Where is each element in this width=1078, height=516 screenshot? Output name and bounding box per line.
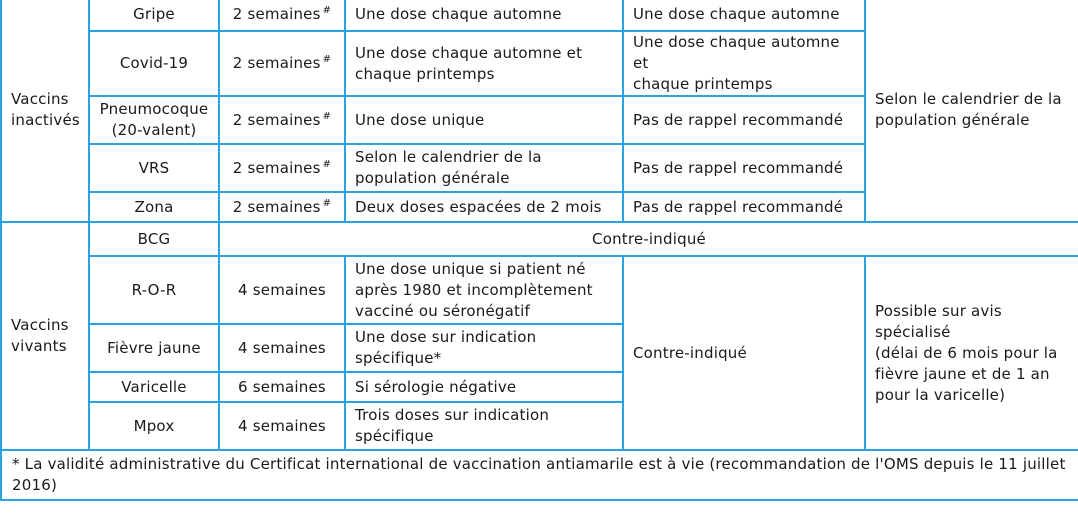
delay-mark: # (322, 4, 332, 16)
delay-cell (219, 144, 345, 192)
group-label-inactive: Vaccins inactivés (1, 0, 89, 222)
delay-mark: # (322, 110, 332, 122)
vaccine-name: Varicelle (89, 372, 219, 402)
vaccine-name: VRS (89, 144, 219, 192)
primo-cell: Une dose chaque automne et chaque printemps (345, 31, 623, 96)
primo-cell: Trois doses sur indication spécifique (345, 402, 623, 450)
bcg-contraindicated: Contre-indiqué (219, 222, 1078, 256)
live-last-column: Possible sur avis spécialisé (délai de 6 mois pour la fièvre jaune et de 1 an pour la varicelle) (865, 256, 1078, 450)
group-label-live: Vaccins vivants (1, 222, 89, 450)
rappel-cell: Une dose chaque automne (623, 0, 865, 31)
primo-cell: Une dose chaque automne (345, 0, 623, 31)
footnote: * La validité administrative du Certificat international de vaccination antiamarile est à vie (recommandation de l'OMS depuis le 11 juillet 2016) (1, 450, 1078, 500)
vaccine-name: Mpox (89, 402, 219, 450)
delay-value: 2 semaines (232, 158, 321, 177)
delay-cell (219, 31, 345, 96)
footnote-row (1, 450, 1078, 500)
delay-value: 2 semaines (232, 197, 321, 216)
delay-value: 2 semaines (232, 54, 321, 72)
table-row (1, 256, 1078, 324)
vaccine-name: R-O-R (89, 256, 219, 324)
primo-cell: Deux doses espacées de 2 mois (345, 192, 623, 222)
delay-value: 2 semaines (232, 4, 321, 23)
delay-cell (219, 192, 345, 222)
delay-cell: 4 semaines (219, 324, 345, 372)
delay-value: 2 semaines (232, 110, 321, 129)
delay-mark: # (322, 197, 332, 209)
primo-cell: Une dose sur indication spécifique* (345, 324, 623, 372)
rappel-cell: Une dose chaque automne et chaque printemps (623, 31, 865, 96)
vaccine-name: Covid-19 (89, 31, 219, 96)
table-row (1, 222, 1078, 256)
live-rappel-merged: Contre-indiqué (623, 256, 865, 450)
delay-mark: # (322, 158, 332, 170)
primo-cell: Selon le calendrier de la population générale (345, 144, 623, 192)
inactive-last-column: Selon le calendrier de la population générale (865, 0, 1078, 222)
vaccine-name: Zona (89, 192, 219, 222)
vaccine-name: BCG (89, 222, 219, 256)
table-row (1, 0, 1078, 31)
delay-cell: 4 semaines (219, 256, 345, 324)
vaccine-name: Gripe (89, 0, 219, 31)
delay-cell: 4 semaines (219, 402, 345, 450)
vaccine-name: Pneumocoque (20-valent) (89, 96, 219, 144)
delay-cell (219, 96, 345, 144)
rappel-cell: Pas de rappel recommandé (623, 192, 865, 222)
vaccine-name: Fièvre jaune (89, 324, 219, 372)
primo-cell: Si sérologie négative (345, 372, 623, 402)
rappel-cell: Pas de rappel recommandé (623, 144, 865, 192)
primo-cell: Une dose unique (345, 96, 623, 144)
rappel-cell: Pas de rappel recommandé (623, 96, 865, 144)
delay-cell (219, 0, 345, 31)
delay-mark: # (322, 54, 332, 65)
primo-cell: Une dose unique si patient né après 1980 et incomplètement vacciné ou séronégatif (345, 256, 623, 324)
delay-cell: 6 semaines (219, 372, 345, 402)
